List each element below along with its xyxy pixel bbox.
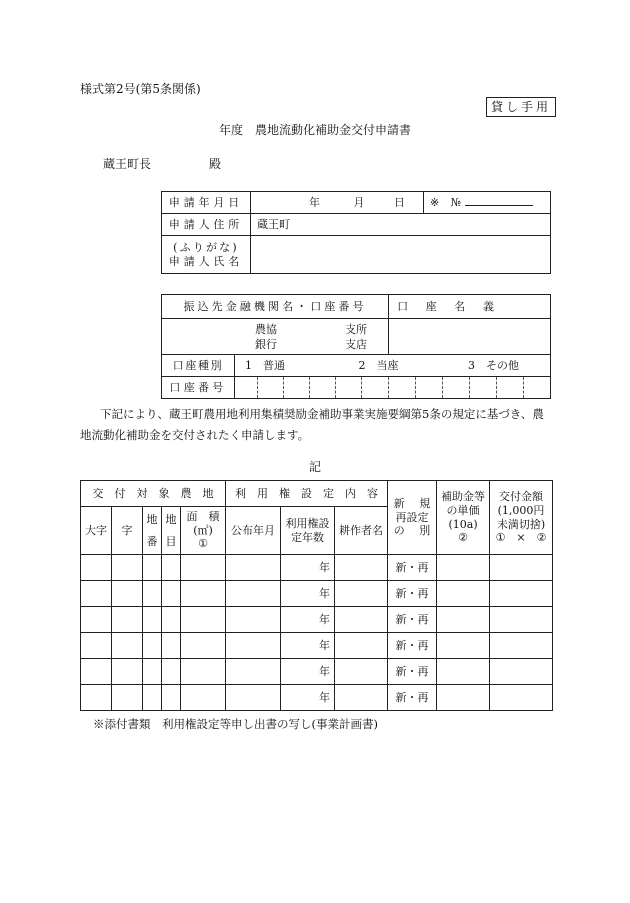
col-chimoku [162, 507, 181, 555]
address-field[interactable]: 蔵王町 [251, 214, 551, 236]
land-table [80, 480, 553, 711]
number-label: № [450, 196, 462, 210]
table-cell[interactable] [112, 607, 143, 633]
table-cell[interactable] [81, 685, 112, 711]
digit-box[interactable] [235, 377, 258, 399]
header-amount-1: 交付金額 [499, 490, 544, 503]
col-tenant: 耕作者名 [335, 507, 388, 555]
row-new-re-label: 新・再 [395, 690, 429, 704]
page-title: 年度 農地流動化補助金交付申請書 [218, 123, 411, 137]
name-label-cell [162, 236, 251, 274]
table-cell[interactable] [181, 607, 226, 633]
account-number-label: 口座番号 [162, 377, 235, 399]
table-cell[interactable] [281, 633, 335, 659]
table-cell[interactable] [226, 581, 281, 607]
number-field[interactable] [424, 192, 551, 214]
header-unit-4: ② [458, 531, 468, 545]
header-amount-2: (1,000円 [497, 503, 545, 517]
table-cell[interactable] [226, 607, 281, 633]
nokyo-label: 農協 [255, 322, 277, 336]
honorific: 殿 [209, 157, 222, 171]
col-aza: 字 [112, 507, 143, 555]
table-cell[interactable] [281, 555, 335, 581]
table-cell[interactable] [81, 633, 112, 659]
header-amount-4: ① × ② [495, 531, 547, 545]
table-cell[interactable] [388, 659, 437, 685]
row-year-label: 年 [319, 612, 331, 626]
table-cell[interactable] [162, 555, 181, 581]
header-amount-3: 未満切捨) [496, 517, 546, 531]
digit-box[interactable] [443, 377, 470, 399]
number-underline [465, 195, 533, 206]
ki-heading: 記 [308, 460, 321, 474]
table-cell[interactable] [226, 633, 281, 659]
table-cell[interactable] [81, 607, 112, 633]
number-mark: ※ [430, 196, 440, 210]
table-cell[interactable] [335, 581, 388, 607]
table-cell[interactable] [281, 659, 335, 685]
row-new-re-label: 新・再 [395, 560, 429, 574]
holder-label: 口 座 名 義 [389, 295, 551, 319]
table-cell[interactable] [181, 633, 226, 659]
col-chiban-2: 番 [146, 534, 158, 548]
table-cell[interactable] [281, 685, 335, 711]
table-cell[interactable] [162, 607, 181, 633]
table-cell[interactable] [162, 581, 181, 607]
digit-box[interactable] [389, 377, 416, 399]
row-year-label: 年 [319, 690, 331, 704]
bank-table [161, 294, 551, 399]
col-area-2: (㎡) [193, 523, 213, 537]
table-cell[interactable] [226, 685, 281, 711]
table-cell[interactable] [437, 555, 490, 581]
header-new-re [388, 481, 437, 555]
table-cell[interactable] [81, 581, 112, 607]
table-cell[interactable] [281, 607, 335, 633]
furigana-label: (ふりがな) [173, 240, 239, 254]
col-kofu: 公布年月 [226, 507, 281, 555]
table-cell[interactable] [335, 633, 388, 659]
type-label: 口座種別 [162, 355, 235, 377]
row-new-re-label: 新・再 [395, 586, 429, 600]
header-unit-2: の単価 [446, 503, 480, 517]
table-cell[interactable] [437, 659, 490, 685]
table-cell[interactable] [181, 685, 226, 711]
col-chimoku-2: 目 [165, 534, 177, 548]
table-cell[interactable] [112, 685, 143, 711]
stamp-box: 貸し手用 [486, 97, 556, 117]
table-cell[interactable] [143, 555, 162, 581]
table-cell[interactable] [162, 659, 181, 685]
attachments-note: ※添付書類 利用権設定等申し出書の写し(事業計画書) [93, 717, 378, 731]
row-year-label: 年 [319, 586, 331, 600]
table-cell[interactable] [181, 581, 226, 607]
header-unit-3: (10a) [448, 517, 478, 531]
table-row [81, 607, 553, 633]
header-new-re-3: の 別 [393, 524, 431, 538]
col-chiban [143, 507, 162, 555]
table-cell[interactable] [335, 555, 388, 581]
table-cell[interactable] [335, 607, 388, 633]
col-period-1: 利用権設 [285, 516, 330, 530]
digit-box[interactable] [336, 377, 362, 399]
digit-box[interactable] [362, 377, 389, 399]
header-unit-price [437, 481, 490, 555]
date-year: 年 [309, 195, 320, 209]
type-current[interactable]: 2 当座 [358, 358, 399, 372]
digit-box[interactable] [497, 377, 524, 399]
type-options[interactable] [235, 355, 551, 377]
table-cell[interactable] [388, 607, 437, 633]
table-cell[interactable] [490, 555, 553, 581]
table-cell[interactable] [143, 607, 162, 633]
col-area-3: ① [198, 537, 208, 551]
col-period [281, 507, 335, 555]
header-amount [490, 481, 553, 555]
table-row [81, 581, 553, 607]
date-month: 月 [353, 195, 365, 209]
table-cell[interactable] [335, 685, 388, 711]
table-row [81, 555, 553, 581]
date-day: 日 [394, 195, 405, 209]
digit-box[interactable] [470, 377, 497, 399]
body-text-line1: 下記により、蔵王町農用地利用集積奨励金補助事業実施要綱第5条の規定に基づき、農 [100, 407, 544, 421]
table-cell[interactable] [112, 659, 143, 685]
table-cell[interactable] [81, 555, 112, 581]
row-year-label: 年 [319, 664, 331, 678]
type-other[interactable]: 3 その他 [468, 358, 519, 372]
institution-label: 振込先金融機関名・口座番号 [162, 295, 389, 319]
header-right-content: 利 用 権 設 定 内 容 [226, 481, 388, 507]
table-cell[interactable] [143, 685, 162, 711]
table-cell[interactable] [162, 633, 181, 659]
digit-box[interactable] [258, 377, 284, 399]
table-cell[interactable] [162, 685, 181, 711]
table-cell[interactable] [226, 555, 281, 581]
shisho-label: 支所 [345, 322, 367, 336]
row-year-label: 年 [319, 638, 331, 652]
name-field[interactable] [251, 236, 551, 274]
type-ordinary[interactable]: 1 普通 [245, 358, 285, 372]
table-cell[interactable] [388, 555, 437, 581]
table-cell[interactable] [490, 581, 553, 607]
header-unit-1: 補助金等 [441, 490, 486, 503]
header-new-re-1: 新 規 [393, 496, 431, 510]
header-new-re-2: 再設定 [395, 510, 429, 524]
table-cell[interactable] [490, 633, 553, 659]
table-cell[interactable] [81, 659, 112, 685]
table-row [81, 633, 553, 659]
ginko-label: 銀行 [255, 337, 277, 351]
table-cell[interactable] [437, 607, 490, 633]
table-cell[interactable] [437, 581, 490, 607]
table-cell[interactable] [490, 685, 553, 711]
table-cell[interactable] [112, 633, 143, 659]
table-cell[interactable] [112, 581, 143, 607]
table-cell[interactable] [143, 659, 162, 685]
form-number: 様式第2号(第5条関係) [80, 82, 201, 96]
table-cell[interactable] [281, 581, 335, 607]
table-cell[interactable] [112, 555, 143, 581]
row-new-re-label: 新・再 [395, 612, 429, 626]
table-cell[interactable] [490, 659, 553, 685]
col-oaza: 大字 [81, 507, 112, 555]
digit-box[interactable] [416, 377, 443, 399]
table-cell[interactable] [181, 555, 226, 581]
table-cell[interactable] [226, 659, 281, 685]
digit-box[interactable] [524, 377, 551, 399]
col-area [181, 507, 226, 555]
col-period-2: 定年数 [291, 530, 325, 544]
land-rows [81, 555, 553, 711]
institution-field[interactable] [162, 319, 389, 355]
table-cell[interactable] [181, 659, 226, 685]
addressee: 蔵王町長 [103, 157, 152, 171]
table-cell[interactable] [388, 685, 437, 711]
table-cell[interactable] [388, 581, 437, 607]
header-target-land: 交 付 対 象 農 地 [81, 481, 226, 507]
row-new-re-label: 新・再 [395, 664, 429, 678]
col-chimoku-1: 地 [165, 512, 177, 526]
date-label: 申請年月日 [162, 192, 251, 214]
body-text-line2: 地流動化補助金を交付されたく申請します。 [80, 428, 310, 442]
digit-box[interactable] [310, 377, 336, 399]
applicant-table [161, 191, 551, 274]
name-label: 申請人氏名 [168, 254, 244, 268]
shiten-label: 支店 [345, 337, 367, 351]
col-chiban-1: 地 [146, 512, 158, 526]
table-cell[interactable] [437, 685, 490, 711]
table-cell[interactable] [335, 659, 388, 685]
address-label: 申請人住所 [162, 214, 251, 236]
digit-box[interactable] [284, 377, 310, 399]
table-cell[interactable] [388, 633, 437, 659]
table-row [81, 685, 553, 711]
row-new-re-label: 新・再 [395, 638, 429, 652]
table-row [81, 659, 553, 685]
table-cell[interactable] [143, 633, 162, 659]
row-year-label: 年 [319, 560, 331, 574]
table-cell[interactable] [490, 607, 553, 633]
table-cell[interactable] [143, 581, 162, 607]
table-cell[interactable] [437, 633, 490, 659]
col-area-1: 面 積 [186, 509, 220, 523]
date-field[interactable] [251, 192, 424, 214]
holder-field[interactable] [389, 319, 551, 355]
